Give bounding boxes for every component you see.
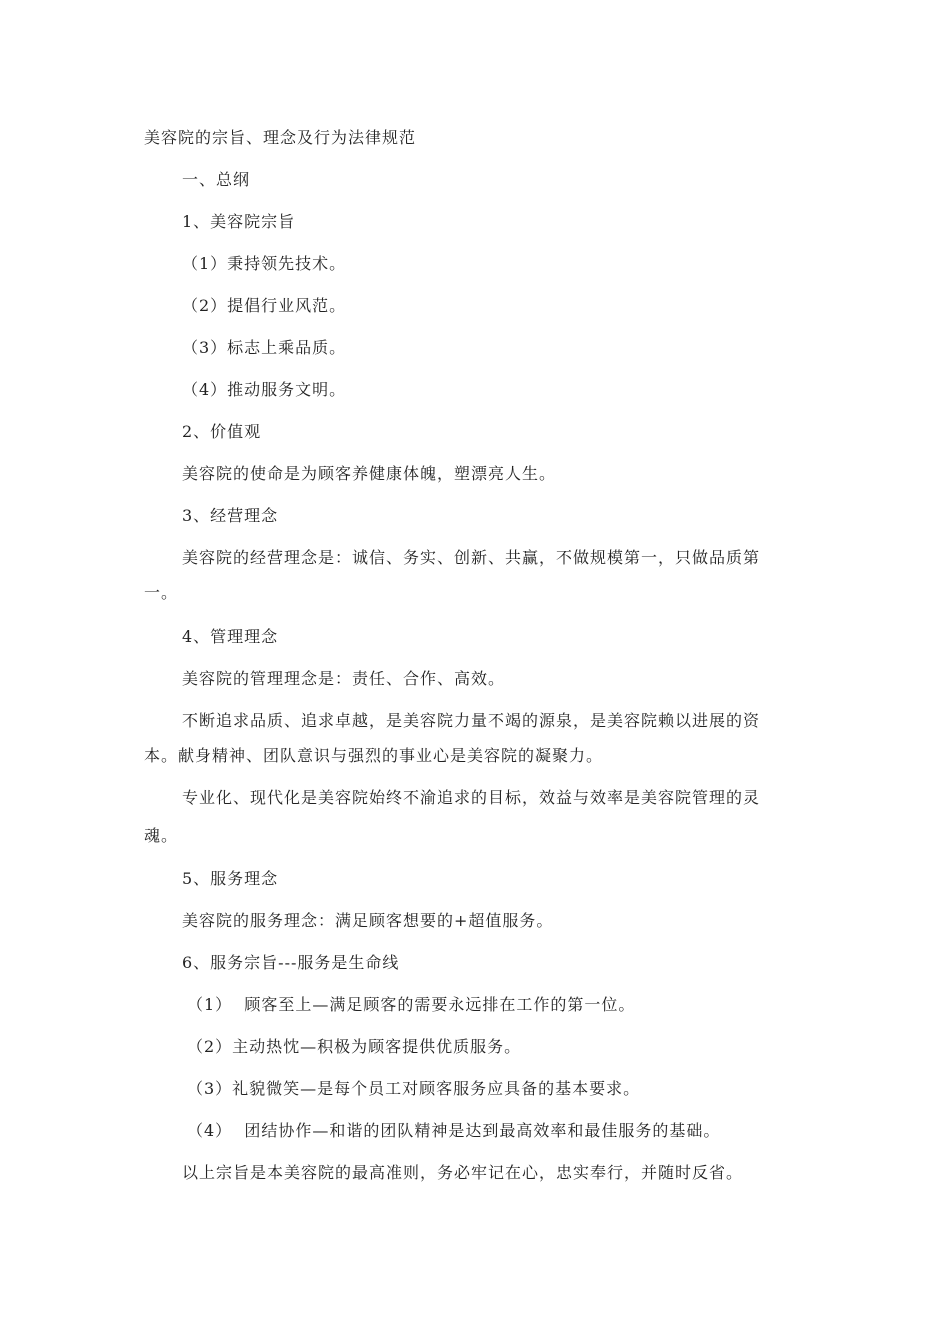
- paragraph: 美容院的服务理念：满足顾客想要的+超值服务。: [182, 911, 554, 930]
- list-item: （1） 顾客至上—满足顾客的需要永远排在工作的第一位。: [187, 995, 636, 1014]
- paragraph-line: 专业化、现代化是美容院始终不渝追求的目标，效益与效率是美容院管理的灵: [182, 788, 761, 807]
- section-heading-2: 2、价值观: [182, 422, 262, 441]
- section-heading-5: 5、服务理念: [182, 869, 279, 888]
- paragraph-line: 美容院的经营理念是：诚信、务实、创新、共赢，不做规模第一，只做品质第: [182, 548, 761, 567]
- list-item: （4）推动服务文明。: [182, 380, 347, 399]
- list-item: （2）主动热忱—积极为顾客提供优质服务。: [187, 1037, 522, 1056]
- list-item: （3）标志上乘品质。: [182, 338, 347, 357]
- paragraph: 美容院的使命是为顾客养健康体魄，塑漂亮人生。: [182, 464, 557, 483]
- document-title: 美容院的宗旨、理念及行为法律规范: [144, 128, 417, 147]
- list-item: （2）提倡行业风范。: [182, 296, 347, 315]
- closing-paragraph: 以上宗旨是本美容院的最高准则，务必牢记在心，忠实奉行，并随时反省。: [182, 1163, 744, 1182]
- list-item: （1）秉持领先技术。: [182, 254, 347, 273]
- paragraph-line: 魂。: [144, 826, 179, 845]
- paragraph-line: 不断追求品质、追求卓越，是美容院力量不竭的源泉，是美容院赖以进展的资: [182, 711, 761, 730]
- paragraph-line: 一。: [144, 583, 179, 602]
- section-heading-4: 4、管理理念: [182, 627, 279, 646]
- paragraph-line: 本。献身精神、团队意识与强烈的事业心是美容院的凝聚力。: [144, 746, 604, 765]
- paragraph: 美容院的管理理念是：责任、合作、高效。: [182, 669, 506, 688]
- section-heading-overview: 一、总纲: [182, 170, 251, 189]
- section-heading-3: 3、经营理念: [182, 506, 279, 525]
- list-item: （4） 团结协作—和谐的团队精神是达到最高效率和最佳服务的基础。: [187, 1121, 721, 1140]
- section-heading-6: 6、服务宗旨---服务是生命线: [182, 953, 400, 972]
- list-item: （3）礼貌微笑—是每个员工对顾客服务应具备的基本要求。: [187, 1079, 641, 1098]
- section-heading-1: 1、美容院宗旨: [182, 212, 296, 231]
